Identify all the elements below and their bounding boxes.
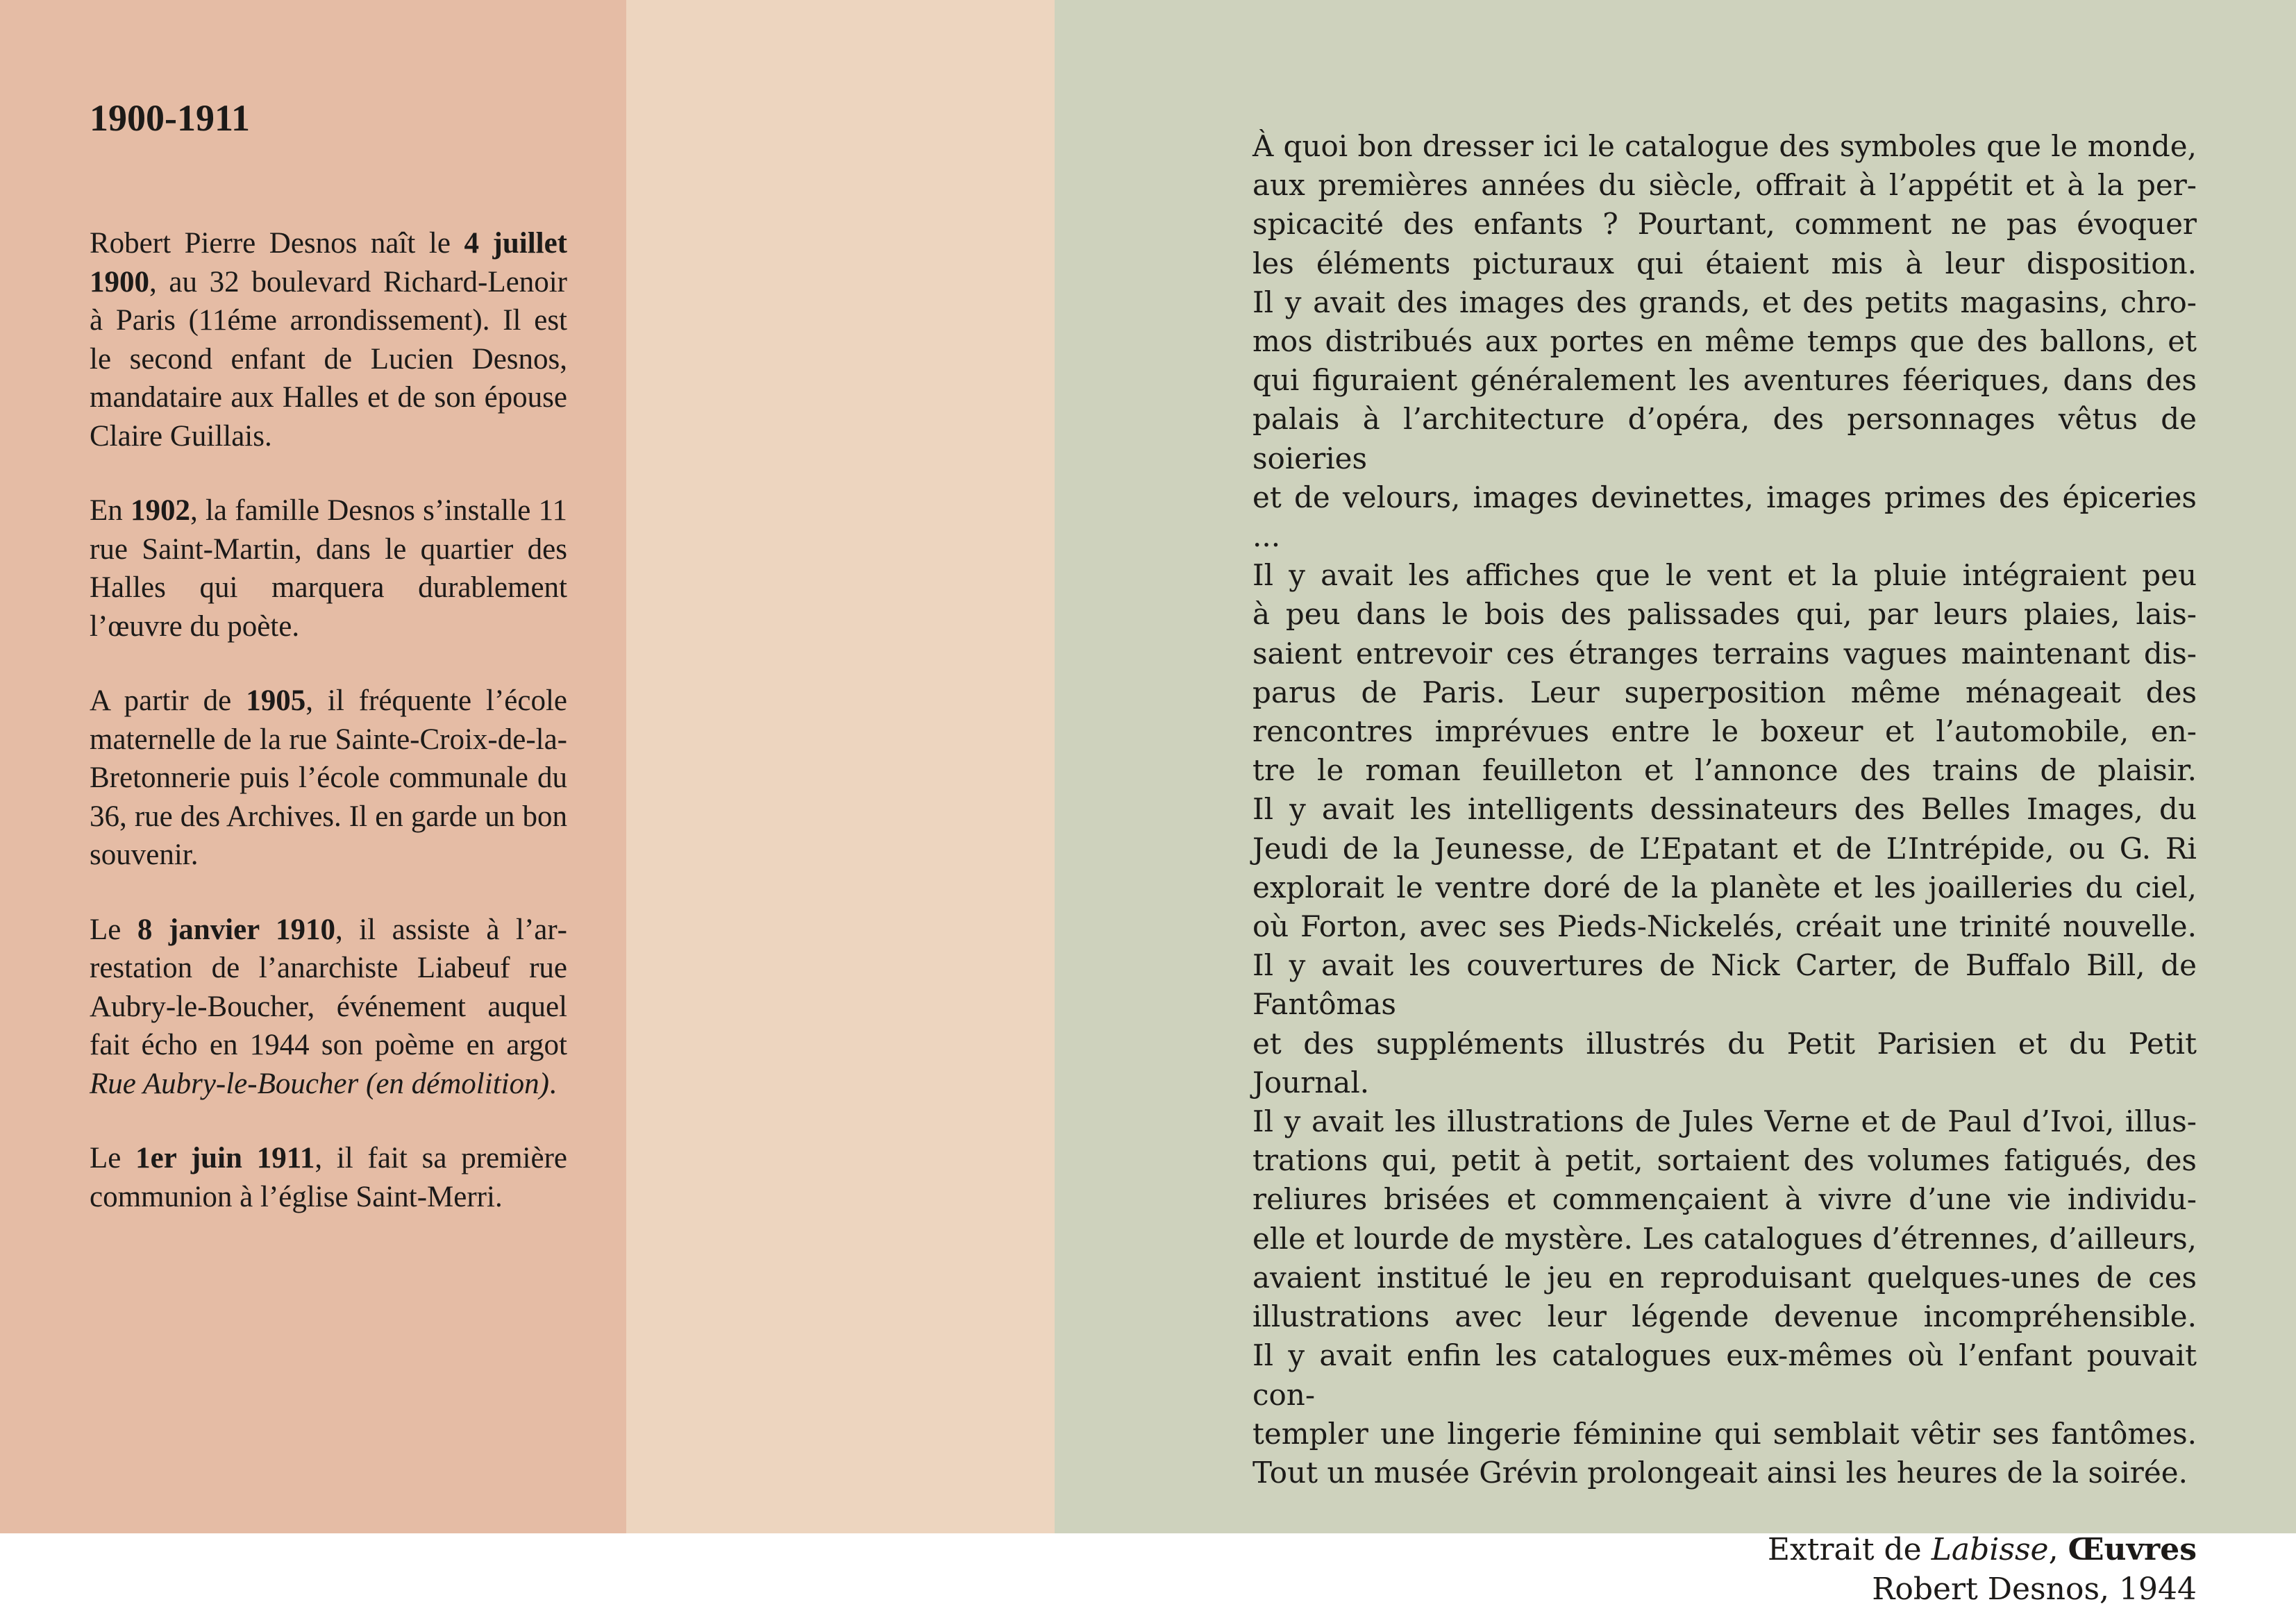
quotation-line: parus de Paris. Leur superposition même ménageait des — [1252, 675, 2197, 709]
quotation-line: et de velours, images devinettes, images primes des épiceries ... — [1252, 480, 2197, 554]
quotation-line: palais à l’architecture d’opéra, des personnages vêtus de soieries — [1252, 402, 2197, 475]
credit-collection: Œuvres — [2068, 1532, 2197, 1568]
quotation-line: spicacité des enfants ? Pourtant, comment ne pas évoquer — [1252, 207, 2197, 242]
quotation-line: où Forton, avec ses Pieds-Nickelés, créait une trinité nouvelle. — [1252, 909, 2197, 944]
credit-prefix: Extrait de — [1767, 1532, 1932, 1568]
chronology-paragraph-1911 — [90, 1139, 567, 1216]
quotation-line: trations qui, petit à petit, sortaient des volumes fatigués, des — [1252, 1143, 2197, 1178]
text-span: Le — [90, 913, 137, 946]
quotation-text — [1252, 127, 2197, 1492]
date-bold: 4 juillet 1900 — [90, 227, 567, 298]
text-span: Le — [90, 1142, 136, 1174]
middle-panel — [626, 0, 1055, 1533]
chronology-column — [90, 94, 567, 1252]
poem-title-italic: Rue Aubry-le-Boucher (en démolition) — [90, 1067, 549, 1100]
text-span: En — [90, 494, 131, 527]
text-span: A partir de — [90, 684, 246, 717]
quotation-credit — [1252, 1530, 2197, 1609]
quotation-block — [1252, 127, 2197, 1609]
quotation-line: templer une lingerie féminine qui semblait vêtir ses fantômes. — [1252, 1416, 2197, 1451]
quotation-line: aux premières années du siècle, offrait à l’appétit et à la per- — [1252, 168, 2197, 203]
date-bold: 1905 — [246, 684, 306, 717]
quotation-line: et des suppléments illustrés du Petit Parisien et du Petit Journal. — [1252, 1026, 2197, 1100]
chronology-paragraph-1902 — [90, 491, 567, 646]
quotation-line: Il y avait les couvertures de Nick Carter, de Buffalo Bill, de Fantômas — [1252, 948, 2197, 1022]
quotation-line: tre le roman feuilleton et l’annonce des trains de plaisir. — [1252, 753, 2197, 788]
quotation-line: Tout un musée Grévin prolongeait ainsi les heures de la soirée. — [1252, 1455, 2188, 1490]
quotation-line: rencontres imprévues entre le boxeur et l’automobile, en- — [1252, 714, 2197, 749]
quotation-line: Il y avait les intelligents dessinateurs des Belles Images, du — [1252, 792, 2197, 827]
quotation-line: Il y avait des images des grands, et des petits magasins, chro- — [1252, 285, 2197, 319]
text-span: , il assiste à l’arrestation de l’anarchiste Liabeuf rue Aubry-le-Boucher, événement auquel fait écho en 1944 son poème en argot — [90, 913, 567, 1061]
credit-source-line — [1252, 1530, 2197, 1569]
date-bold: 8 janvier 1910 — [137, 913, 335, 946]
text-span: . — [548, 1067, 557, 1100]
date-bold: 1902 — [131, 494, 190, 527]
quotation-line: qui figuraient généralement les aventures féeriques, dans des — [1252, 363, 2197, 398]
text-span: , au 32 boulevard Richard-Lenoir à Paris (11éme arrondissement). Il est le second enfant de Lucien Desnos, mandataire aux Halles et de son épouse Claire Guillais. — [90, 265, 567, 453]
credit-author-year: Robert Desnos, 1944 — [1872, 1572, 2197, 1608]
text-span: , il fait sa première communion à l’église Saint-Merri. — [90, 1142, 567, 1213]
chronology-paragraph-1900 — [90, 224, 567, 455]
credit-separator: , — [2048, 1532, 2068, 1568]
text-span: , la famille Desnos s’installe 11 rue Saint-Martin, dans le quartier des Halles qui marquera durablement l’œuvre du poète. — [90, 494, 567, 643]
date-bold: 1er juin 1911 — [135, 1142, 315, 1174]
left-panel — [0, 0, 626, 1533]
quotation-line: avaient institué le jeu en reproduisant quelques-unes de ces — [1252, 1260, 2197, 1295]
quotation-line: mos distribués aux portes en même temps que des ballons, et — [1252, 324, 2197, 359]
quotation-line: explorait le ventre doré de la planète et les joailleries du ciel, — [1252, 870, 2197, 904]
quotation-line: elle et lourde de mystère. Les catalogues d’étrennes, d’ailleurs, — [1252, 1221, 2197, 1256]
credit-work: Labisse — [1931, 1532, 2049, 1568]
quotation-line: Il y avait les illustrations de Jules Verne et de Paul d’Ivoi, illus- — [1252, 1104, 2197, 1139]
quotation-line: illustrations avec leur légende devenue incompréhensible. — [1252, 1299, 2197, 1334]
quotation-line: Il y avait enfin les catalogues eux-mêmes où l’enfant pouvait con- — [1252, 1338, 2197, 1412]
quotation-line: Il y avait les affiches que le vent et la pluie intégraient peu — [1252, 558, 2197, 593]
quotation-line: reliures brisées et commençaient à vivre d’une vie individu- — [1252, 1182, 2197, 1217]
quotation-line: les éléments picturaux qui étaient mis à leur disposition. — [1252, 246, 2197, 280]
quotation-line: Jeudi de la Jeunesse, de L’Epatant et de L’Intrépide, ou G. Ri — [1252, 831, 2197, 866]
chronology-title: 1900-1911 — [90, 97, 251, 139]
quotation-line: saient entrevoir ces étranges terrains vagues maintenant dis- — [1252, 636, 2197, 671]
chronology-paragraph-1910 — [90, 911, 567, 1104]
chronology-paragraph-1905 — [90, 682, 567, 875]
text-span: , il fréquente l’école maternelle de la rue Sainte-Croix-de-la-Bretonnerie puis l’école communale du 36, rue des Archives. Il en garde un bon souvenir. — [90, 684, 567, 871]
quotation-line: à peu dans le bois des palissades qui, par leurs plaies, lais- — [1252, 597, 2197, 632]
text-span: Robert Pierre Desnos naît le — [90, 227, 464, 260]
quotation-line: À quoi bon dresser ici le catalogue des symboles que le monde, — [1252, 129, 2197, 163]
